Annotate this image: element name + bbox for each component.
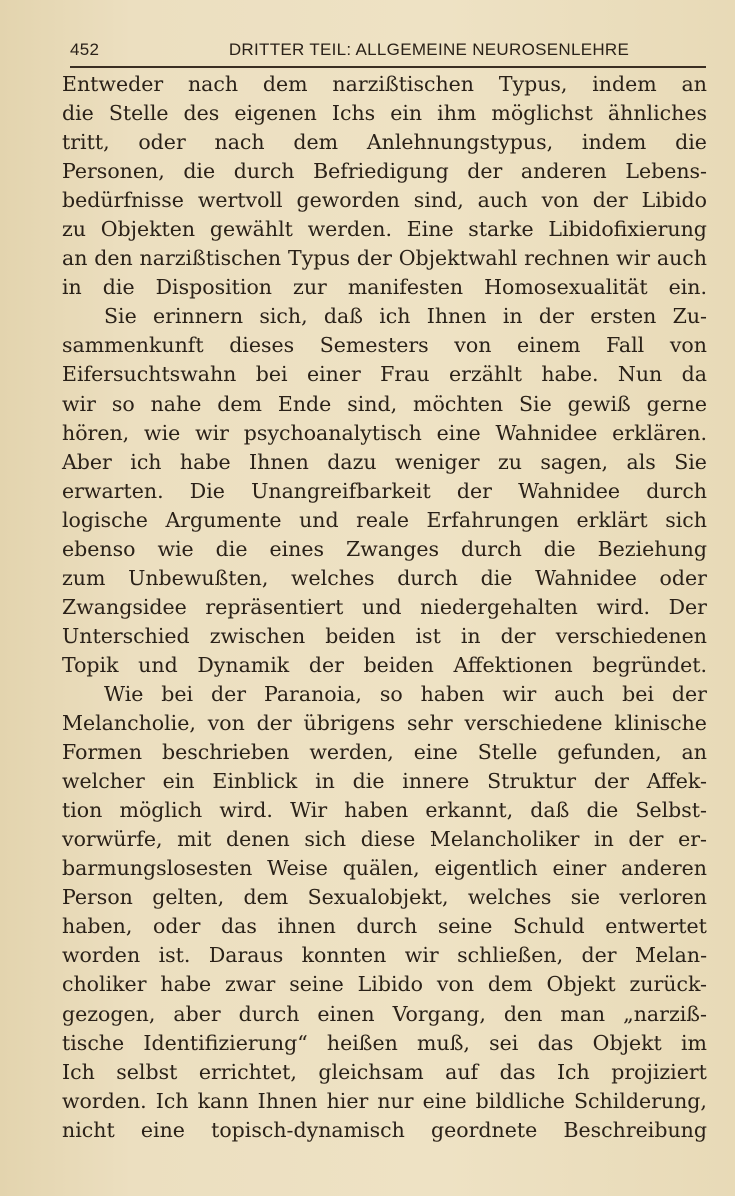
text-line: Ich selbst errichtet, gleichsam auf das Ich projiziert	[62, 1059, 707, 1084]
text-line: Personen, die durch Befriedigung der anderen Lebens-	[62, 159, 707, 184]
text-line: Eifersuchtswahn bei einer Frau erzählt habe. Nun da	[62, 362, 707, 387]
running-head	[70, 40, 706, 66]
text-line: wir so nahe dem Ende sind, möchten Sie gewiß gerne	[62, 391, 707, 416]
text-line: Formen beschrieben werden, eine Stelle gefunden, an	[62, 740, 707, 765]
text-line: ebenso wie die eines Zwanges durch die Beziehung	[62, 536, 707, 561]
text-line: worden ist. Daraus konnten wir schließen, der Melan-	[62, 943, 707, 968]
text-line: Aber ich habe Ihnen dazu weniger zu sagen, als Sie	[62, 449, 707, 474]
text-line: sammenkunft dieses Semesters von einem Fall von	[62, 333, 707, 358]
text-line: vorwürfe, mit denen sich diese Melancholiker in der er-	[62, 827, 707, 852]
text-line: tion möglich wird. Wir haben erkannt, daß die Selbst-	[62, 798, 707, 823]
text-line: die Stelle des eigenen Ichs ein ihm möglichst ähnliches	[62, 101, 707, 126]
text-line: choliker habe zwar seine Libido von dem Objekt zurück-	[62, 972, 707, 997]
text-line: Entweder nach dem narzißtischen Typus, indem an	[62, 72, 707, 96]
text-line: worden. Ich kann Ihnen hier nur eine bildliche Schilderung,	[62, 1088, 707, 1113]
text-line: gezogen, aber durch einen Vorgang, den man „narziß-	[62, 1001, 707, 1026]
text-line: in die Disposition zur manifesten Homosexualität ein.	[62, 275, 707, 300]
running-head-title: DRITTER TEIL: ALLGEMEINE NEUROSENLEHRE	[228, 40, 630, 59]
text-line: Melancholie, von der übrigens sehr verschiedene klinische	[62, 711, 707, 736]
text-line: hören, wie wir psychoanalytisch eine Wahnidee erklären.	[62, 420, 707, 445]
text-line: tische Identifizierung“ heißen muß, sei das Objekt im	[62, 1030, 707, 1055]
text-line: Wie bei der Paranoia, so haben wir auch bei der	[104, 681, 707, 706]
text-line: bedürfnisse wertvoll geworden sind, auch von der Libido	[62, 188, 707, 213]
text-line: Topik und Dynamik der beiden Affektionen begründet.	[62, 652, 707, 677]
text-line: an den narzißtischen Typus der Objektwahl rechnen wir auch	[62, 246, 707, 271]
text-line: zu Objekten gewählt werden. Eine starke Libidofixierung	[62, 217, 707, 242]
text-line: tritt, oder nach dem Anlehnungstypus, indem die	[62, 130, 707, 155]
text-line: barmungslosesten Weise quälen, eigentlich einer anderen	[62, 856, 707, 881]
text-line: Zwangsidee repräsentiert und niedergehalten wird. Der	[62, 594, 707, 619]
text-line: haben, oder das ihnen durch seine Schuld entwertet	[62, 914, 707, 939]
text-line: Sie erinnern sich, daß ich Ihnen in der ersten Zu-	[104, 304, 707, 329]
text-line: Person gelten, dem Sexualobjekt, welches sie verloren	[62, 885, 707, 910]
text-line: welcher ein Einblick in die innere Struktur der Affek-	[62, 769, 707, 794]
page-number: 452	[70, 40, 100, 59]
text-line: erwarten. Die Unangreifbarkeit der Wahnidee durch	[62, 478, 707, 503]
text-line: zum Unbewußten, welches durch die Wahnidee oder	[62, 565, 707, 590]
text-line: logische Argumente und reale Erfahrungen erklärt sich	[62, 507, 707, 532]
body-text	[62, 70, 707, 1145]
text-line: nicht eine topisch-dynamisch geordnete Beschreibung	[62, 1117, 707, 1142]
text-line: Unterschied zwischen beiden ist in der verschiedenen	[62, 623, 707, 648]
header-rule	[70, 66, 706, 68]
